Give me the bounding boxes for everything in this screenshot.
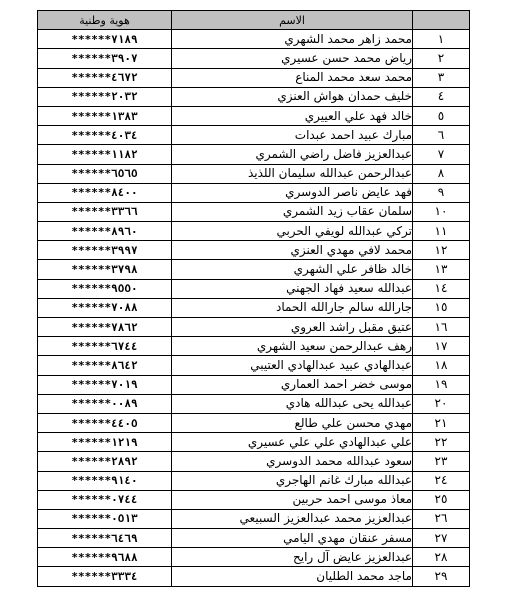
row-number-cell: ٩ [413, 183, 470, 202]
national-id-cell: ******٣٣٦٦ [38, 202, 172, 221]
national-id-cell: ******١٢١٩ [38, 433, 172, 452]
name-cell: خليف حمدان هواش العنزي [172, 87, 413, 106]
national-id-cell: ******١٣٨٣ [38, 106, 172, 125]
national-id-cell: ******٣٣٣٤ [38, 567, 172, 586]
row-number-cell: ١٤ [413, 279, 470, 298]
row-number-cell: ١ [413, 30, 470, 49]
name-cell: جارالله سالم جارالله الحماد [172, 298, 413, 317]
row-number-cell: ١٦ [413, 318, 470, 337]
row-number-cell: ١٩ [413, 375, 470, 394]
name-cell: عبدالهادي عبيد عبدالهادي العتيبي [172, 356, 413, 375]
row-number-cell: ١٧ [413, 337, 470, 356]
table-row [38, 509, 470, 528]
table-row [38, 222, 470, 241]
table-row [38, 241, 470, 260]
row-number-cell: ٨ [413, 164, 470, 183]
national-id-cell: ******٠٠٨٩ [38, 394, 172, 413]
row-number-cell: ٥ [413, 106, 470, 125]
table-row [38, 183, 470, 202]
name-cell: رياض محمد حسن عسيري [172, 49, 413, 68]
name-cell: معاذ موسى احمد حربين [172, 490, 413, 509]
name-cell: مهدي محسن علي طالع [172, 413, 413, 432]
name-cell: سعود عبدالله محمد الدوسري [172, 452, 413, 471]
table-row [38, 30, 470, 49]
table-row [38, 68, 470, 87]
table-row [38, 279, 470, 298]
row-number-cell: ١٥ [413, 298, 470, 317]
national-id-cell: ******٢٨٩٢ [38, 452, 172, 471]
row-number-cell: ٧ [413, 145, 470, 164]
national-id-cell: ******٨٤٠٠ [38, 183, 172, 202]
row-number-cell: ١٢ [413, 241, 470, 260]
national-id-cell: ******٨٩٦٠ [38, 222, 172, 241]
name-cell: محمد زاهر محمد الشهري [172, 30, 413, 49]
row-number-cell: ٢١ [413, 413, 470, 432]
table-row [38, 202, 470, 221]
name-cell: محمد لافي مهدي العنزي [172, 241, 413, 260]
national-id-cell: ******٠٧٤٤ [38, 490, 172, 509]
name-cell: عبدالعزيز محمد عبدالعزيز السبيعي [172, 509, 413, 528]
table-row [38, 337, 470, 356]
table-row [38, 567, 470, 586]
row-number-cell: ٢٢ [413, 433, 470, 452]
national-id-cell: ******٧٠١٩ [38, 375, 172, 394]
national-id-cell: ******٣٩٠٧ [38, 49, 172, 68]
name-cell: عبدالله يحى عبدالله هادي [172, 394, 413, 413]
national-id-cell: ******٣٩٩٧ [38, 241, 172, 260]
national-id-cell: ******٧٨٦٢ [38, 318, 172, 337]
row-number-cell: ٢٨ [413, 548, 470, 567]
table-row [38, 260, 470, 279]
roster-table-container [37, 10, 469, 587]
table-row [38, 126, 470, 145]
national-id-cell: ******٤٤٠٥ [38, 413, 172, 432]
table-header-row [38, 11, 470, 30]
header-number [413, 11, 470, 30]
table-row [38, 394, 470, 413]
national-id-cell: ******٨٦٤٢ [38, 356, 172, 375]
name-cell: مسفر عنقان مهدي اليامي [172, 529, 413, 548]
table-row [38, 529, 470, 548]
table-row [38, 164, 470, 183]
row-number-cell: ١٨ [413, 356, 470, 375]
national-id-cell: ******٤٠٣٤ [38, 126, 172, 145]
table-row [38, 490, 470, 509]
row-number-cell: ٢٦ [413, 509, 470, 528]
roster-table [37, 10, 470, 587]
national-id-cell: ******٩٦٨٨ [38, 548, 172, 567]
row-number-cell: ٢٣ [413, 452, 470, 471]
table-row [38, 375, 470, 394]
table-row [38, 356, 470, 375]
name-cell: مبارك عبيد احمد عبدات [172, 126, 413, 145]
row-number-cell: ١١ [413, 222, 470, 241]
row-number-cell: ٢٥ [413, 490, 470, 509]
name-cell: تركي عبدالله لويفي الحربي [172, 222, 413, 241]
national-id-cell: ******٦٧٤٤ [38, 337, 172, 356]
row-number-cell: ٢ [413, 49, 470, 68]
national-id-cell: ******٧١٨٩ [38, 30, 172, 49]
name-cell: عبدالله سعيد فهاد الجهني [172, 279, 413, 298]
row-number-cell: ١٣ [413, 260, 470, 279]
table-row [38, 413, 470, 432]
name-cell: ماجد محمد الطليان [172, 567, 413, 586]
name-cell: موسى خضر احمد العماري [172, 375, 413, 394]
table-row [38, 145, 470, 164]
table-row [38, 433, 470, 452]
table-row [38, 298, 470, 317]
national-id-cell: ******٠٥١٣ [38, 509, 172, 528]
name-cell: سلمان عقاب زيد الشمري [172, 202, 413, 221]
national-id-cell: ******٤٦٧٢ [38, 68, 172, 87]
table-row [38, 106, 470, 125]
name-cell: محمد سعد محمد المناع [172, 68, 413, 87]
national-id-cell: ******٦٥٦٥ [38, 164, 172, 183]
national-id-cell: ******٣٧٩٨ [38, 260, 172, 279]
name-cell: عبدالعزيز فاضل راضي الشمري [172, 145, 413, 164]
name-cell: عبدالله مبارك غانم الهاجري [172, 471, 413, 490]
national-id-cell: ******٩١٤٠ [38, 471, 172, 490]
table-row [38, 87, 470, 106]
national-id-cell: ******٦٤٦٩ [38, 529, 172, 548]
row-number-cell: ٤ [413, 87, 470, 106]
row-number-cell: ٢٠ [413, 394, 470, 413]
header-national-id: هوية وطنية [38, 11, 172, 30]
row-number-cell: ١٠ [413, 202, 470, 221]
national-id-cell: ******٢٠٣٢ [38, 87, 172, 106]
name-cell: عبدالرحمن عبدالله سليمان اللذيذ [172, 164, 413, 183]
row-number-cell: ٢٧ [413, 529, 470, 548]
name-cell: رهف عبدالرحمن سعيد الشهري [172, 337, 413, 356]
table-row [38, 452, 470, 471]
table-row [38, 548, 470, 567]
name-cell: خالد ظافر علي الشهري [172, 260, 413, 279]
row-number-cell: ٢٤ [413, 471, 470, 490]
row-number-cell: ٦ [413, 126, 470, 145]
national-id-cell: ******١١٨٢ [38, 145, 172, 164]
header-name: الاسم [172, 11, 413, 30]
row-number-cell: ٢٩ [413, 567, 470, 586]
table-row [38, 49, 470, 68]
name-cell: خالد فهد علي العييري [172, 106, 413, 125]
national-id-cell: ******٩٥٥٠ [38, 279, 172, 298]
name-cell: عبدالعزيز عايض آل رايح [172, 548, 413, 567]
table-row [38, 471, 470, 490]
row-number-cell: ٣ [413, 68, 470, 87]
name-cell: فهد عايض ناصر الدوسري [172, 183, 413, 202]
national-id-cell: ******٧٠٨٨ [38, 298, 172, 317]
table-row [38, 318, 470, 337]
name-cell: عتيق مقبل راشد العروي [172, 318, 413, 337]
name-cell: علي عبدالهادي علي علي عسيري [172, 433, 413, 452]
